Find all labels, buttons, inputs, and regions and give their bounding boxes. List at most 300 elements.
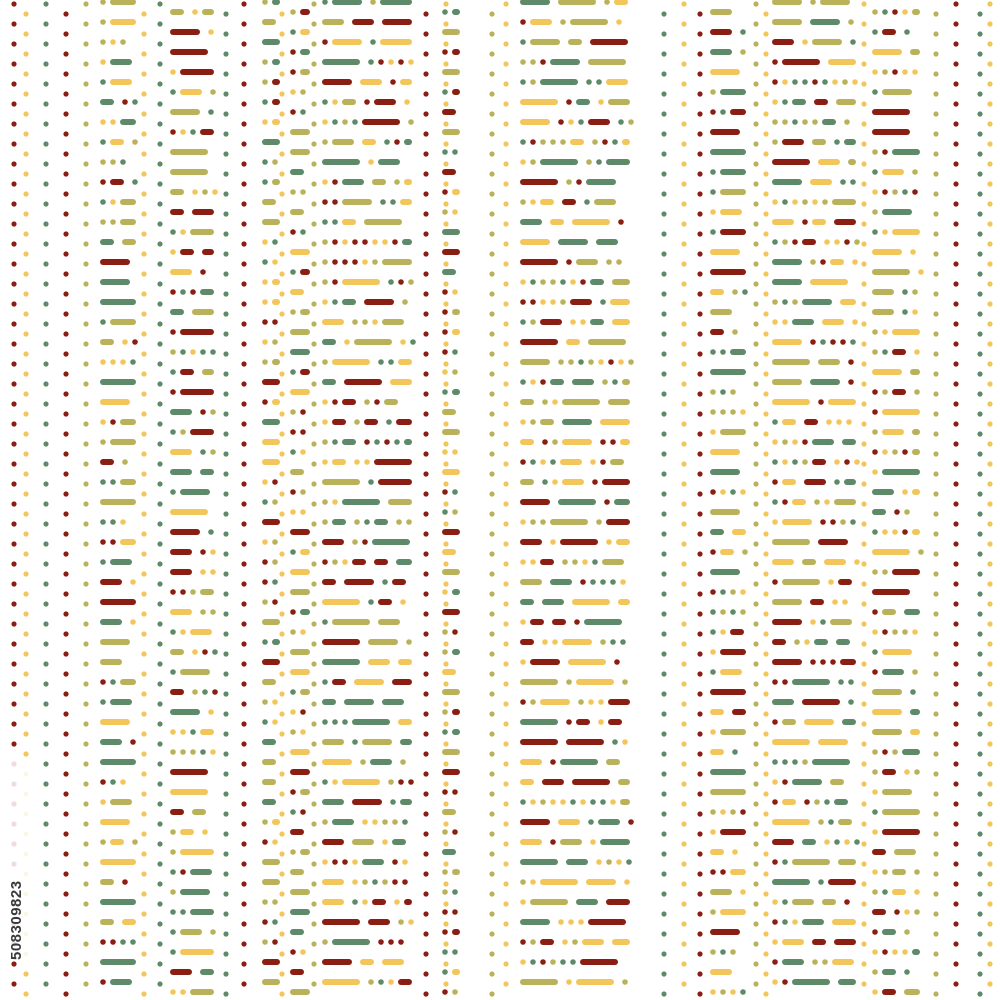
pattern-dash <box>602 559 624 565</box>
pattern-dot <box>753 301 758 306</box>
pattern-dot <box>772 979 778 985</box>
pattern-dot <box>23 311 28 316</box>
pattern-dot <box>933 511 938 516</box>
pattern-dot <box>180 289 186 295</box>
pattern-dash <box>262 779 276 785</box>
pattern-dot <box>861 721 866 726</box>
pattern-dot <box>550 299 556 305</box>
pattern-dot <box>661 211 666 216</box>
pattern-dot <box>933 891 938 896</box>
pattern-dot <box>443 381 448 386</box>
pattern-dot <box>503 81 508 86</box>
pattern-dot <box>933 611 938 616</box>
pattern-dot <box>697 231 702 236</box>
pattern-dot <box>489 511 494 516</box>
pattern-dot <box>443 601 448 606</box>
pattern-dot <box>812 199 818 205</box>
pattern-dot <box>279 831 284 836</box>
pattern-dot <box>452 949 458 955</box>
pattern-dot <box>279 171 284 176</box>
pattern-dash <box>368 919 390 925</box>
pattern-dash <box>882 469 920 475</box>
pattern-dot <box>322 199 328 205</box>
pattern-dash <box>832 199 856 205</box>
pattern-dash <box>834 939 856 945</box>
pattern-dash <box>542 599 564 605</box>
pattern-dot <box>953 241 958 246</box>
pattern-dot <box>352 319 358 325</box>
pattern-dash <box>180 949 214 955</box>
pattern-dot <box>763 791 768 796</box>
pattern-dash <box>170 769 208 775</box>
pattern-dash <box>576 99 590 105</box>
pattern-dot <box>820 519 826 525</box>
pattern-dot <box>977 191 982 196</box>
pattern-dot <box>977 131 982 136</box>
pattern-dot <box>311 801 316 806</box>
pattern-dot <box>792 919 798 925</box>
pattern-dot <box>861 901 866 906</box>
pattern-dot <box>423 291 428 296</box>
pattern-dot <box>170 869 176 875</box>
pattern-dash <box>322 599 360 605</box>
pattern-dot <box>83 641 88 646</box>
pattern-dot <box>910 249 916 255</box>
pattern-dot <box>223 171 228 176</box>
pattern-dot <box>661 31 666 36</box>
pattern-dot <box>311 381 316 386</box>
pattern-dot <box>279 111 284 116</box>
pattern-dot <box>661 51 666 56</box>
pattern-dash <box>710 449 740 455</box>
pattern-dot <box>844 459 850 465</box>
pattern-dot <box>262 699 268 705</box>
pattern-dot <box>210 349 216 355</box>
pattern-dot <box>170 749 176 755</box>
pattern-dot <box>423 491 428 496</box>
pattern-dot <box>241 501 246 506</box>
pattern-dot <box>311 461 316 466</box>
pattern-dash <box>388 499 412 505</box>
pattern-dot <box>290 789 296 795</box>
pattern-dash <box>100 619 122 625</box>
pattern-dot <box>987 401 992 406</box>
pattern-dot <box>904 929 910 935</box>
pattern-dot <box>681 321 686 326</box>
pattern-dot <box>578 919 584 925</box>
pattern-dot <box>861 681 866 686</box>
pattern-dash <box>562 399 600 405</box>
pattern-dot <box>63 11 68 16</box>
pattern-dash <box>622 379 630 385</box>
pattern-dash <box>300 9 310 15</box>
pattern-dot <box>977 111 982 116</box>
pattern-dot <box>792 459 798 465</box>
pattern-dot <box>11 401 16 406</box>
pattern-dot <box>933 751 938 756</box>
pattern-dot <box>892 629 898 635</box>
pattern-dot <box>200 609 206 615</box>
pattern-dash <box>110 439 136 445</box>
pattern-dot <box>43 601 48 606</box>
pattern-dot <box>987 241 992 246</box>
pattern-dot <box>977 31 982 36</box>
pattern-dot <box>697 831 702 836</box>
pattern-dot <box>141 891 146 896</box>
pattern-dot <box>977 831 982 836</box>
pattern-dot <box>157 161 162 166</box>
pattern-dot <box>443 261 448 266</box>
pattern-dash <box>882 789 912 795</box>
pattern-dot <box>681 881 686 886</box>
pattern-dot <box>100 319 106 325</box>
pattern-dash <box>540 939 554 945</box>
pattern-dot <box>681 221 686 226</box>
pattern-dot <box>141 391 146 396</box>
pattern-dot <box>763 111 768 116</box>
pattern-dash <box>442 529 460 535</box>
pattern-dot <box>141 251 146 256</box>
pattern-dot <box>83 281 88 286</box>
pattern-dot <box>814 799 820 805</box>
pattern-dash <box>374 519 388 525</box>
pattern-dot <box>192 649 198 655</box>
pattern-dot <box>763 511 768 516</box>
pattern-dot <box>987 1 992 6</box>
pattern-dot <box>311 141 316 146</box>
pattern-dot <box>558 119 564 125</box>
pattern-dot <box>100 39 106 45</box>
pattern-dot <box>364 399 370 405</box>
pattern-dash <box>602 479 630 485</box>
pattern-dash <box>398 659 412 665</box>
pattern-dash <box>122 239 136 245</box>
pattern-dot <box>697 711 702 716</box>
pattern-dot <box>530 79 536 85</box>
pattern-dot <box>157 781 162 786</box>
pattern-dash <box>100 239 114 245</box>
pattern-dash <box>262 879 280 885</box>
pattern-dot <box>43 441 48 446</box>
pattern-dot <box>157 41 162 46</box>
pattern-dot <box>763 951 768 956</box>
pattern-dash <box>374 99 396 105</box>
pattern-dot <box>23 551 28 556</box>
pattern-dot <box>910 689 916 695</box>
pattern-dot <box>489 51 494 56</box>
pattern-dot <box>43 501 48 506</box>
pattern-dash <box>262 519 280 525</box>
pattern-dot <box>530 459 536 465</box>
pattern-dot <box>550 459 556 465</box>
pattern-dot <box>372 259 378 265</box>
pattern-dot <box>279 371 284 376</box>
pattern-dot <box>588 699 594 705</box>
pattern-dot <box>43 901 48 906</box>
pattern-dash <box>904 989 920 995</box>
pattern-dot <box>354 519 360 525</box>
pattern-dot <box>279 51 284 56</box>
pattern-dash <box>566 739 604 745</box>
pattern-dot <box>63 531 68 536</box>
pattern-dot <box>861 101 866 106</box>
pattern-dot <box>661 891 666 896</box>
pattern-dot <box>442 589 448 595</box>
pattern-dot <box>63 711 68 716</box>
pattern-dash <box>600 839 630 845</box>
pattern-dot <box>443 181 448 186</box>
pattern-dot <box>311 241 316 246</box>
pattern-dot <box>423 31 428 36</box>
pattern-dot <box>311 201 316 206</box>
pattern-dot <box>11 301 16 306</box>
pattern-dash <box>772 159 810 165</box>
pattern-dash <box>100 959 136 965</box>
pattern-dash <box>170 269 192 275</box>
pattern-dot <box>443 761 448 766</box>
pattern-dot <box>489 271 494 276</box>
pattern-dash <box>772 819 810 825</box>
pattern-dot <box>443 441 448 446</box>
pattern-dot <box>11 321 16 326</box>
pattern-dot <box>753 881 758 886</box>
pattern-dot <box>503 721 508 726</box>
pattern-dash <box>520 839 542 845</box>
pattern-dot <box>661 951 666 956</box>
pattern-dot <box>763 451 768 456</box>
pattern-dash <box>772 879 810 885</box>
pattern-dot <box>933 851 938 856</box>
pattern-dot <box>392 859 398 865</box>
pattern-dot <box>987 801 992 806</box>
pattern-dot <box>830 519 836 525</box>
pattern-dash <box>120 419 136 425</box>
pattern-dot <box>290 109 296 115</box>
pattern-dot <box>157 961 162 966</box>
pattern-dot <box>43 921 48 926</box>
pattern-dot <box>442 729 448 735</box>
pattern-dot <box>43 961 48 966</box>
pattern-dot <box>697 431 702 436</box>
pattern-dot <box>11 961 16 966</box>
pattern-dot <box>170 929 176 935</box>
pattern-dot <box>503 581 508 586</box>
pattern-dot <box>772 519 778 525</box>
pattern-dash <box>802 559 816 565</box>
pattern-dot <box>141 31 146 36</box>
pattern-dot <box>772 859 778 865</box>
pattern-dash <box>710 569 740 575</box>
pattern-dot <box>100 159 106 165</box>
pattern-dot <box>977 211 982 216</box>
pattern-dash <box>520 219 542 225</box>
pattern-dot <box>23 111 28 116</box>
pattern-dot <box>279 871 284 876</box>
pattern-dot <box>322 0 328 5</box>
pattern-dash <box>566 339 580 345</box>
pattern-dot <box>141 411 146 416</box>
pattern-dot <box>681 541 686 546</box>
pattern-dot <box>43 161 48 166</box>
pattern-dash <box>362 139 376 145</box>
pattern-dot <box>861 641 866 646</box>
pattern-dot <box>872 9 878 15</box>
pattern-dot <box>200 349 206 355</box>
pattern-dot <box>763 31 768 36</box>
pattern-dot <box>272 499 278 505</box>
pattern-dot <box>100 979 106 985</box>
pattern-dot <box>740 589 746 595</box>
pattern-dot <box>362 239 368 245</box>
pattern-dot <box>763 751 768 756</box>
pattern-dot <box>354 459 360 465</box>
pattern-dot <box>763 551 768 556</box>
pattern-dot <box>818 879 824 885</box>
pattern-dot <box>141 751 146 756</box>
pattern-dash <box>882 669 904 675</box>
pattern-dot <box>342 119 348 125</box>
pattern-dash <box>620 439 630 445</box>
pattern-dot <box>977 911 982 916</box>
pattern-dash <box>598 819 620 825</box>
pattern-dot <box>520 19 526 25</box>
pattern-dash <box>342 179 364 185</box>
pattern-dot <box>697 811 702 816</box>
pattern-dot <box>241 941 246 946</box>
pattern-dot <box>210 749 216 755</box>
pattern-dot <box>322 679 328 685</box>
pattern-dash <box>838 819 852 825</box>
pattern-dash <box>342 399 356 405</box>
pattern-dash <box>772 279 802 285</box>
pattern-dot <box>772 299 778 305</box>
pattern-dot <box>322 239 328 245</box>
pattern-dot <box>223 11 228 16</box>
pattern-dash <box>584 619 622 625</box>
pattern-dash <box>170 689 184 695</box>
pattern-dash <box>730 109 746 115</box>
pattern-dot <box>782 759 788 765</box>
pattern-dash <box>382 319 404 325</box>
pattern-dash <box>190 909 214 915</box>
pattern-dot <box>953 681 958 686</box>
pattern-dot <box>681 361 686 366</box>
pattern-dash <box>110 699 132 705</box>
pattern-dot <box>43 581 48 586</box>
pattern-dot <box>443 641 448 646</box>
pattern-dot <box>590 459 596 465</box>
pattern-dot <box>374 439 380 445</box>
pattern-dash <box>262 19 276 25</box>
pattern-dot <box>987 281 992 286</box>
pattern-dash <box>710 509 740 515</box>
pattern-dot <box>953 881 958 886</box>
pattern-dot <box>661 191 666 196</box>
pattern-dot <box>141 731 146 736</box>
pattern-dash <box>202 369 214 375</box>
pattern-dot <box>489 771 494 776</box>
pattern-dot <box>987 61 992 66</box>
pattern-dot <box>262 299 268 305</box>
pattern-dot <box>697 571 702 576</box>
pattern-dash <box>290 749 310 755</box>
pattern-dot <box>661 971 666 976</box>
pattern-dot <box>977 551 982 556</box>
pattern-dot <box>23 451 28 456</box>
pattern-dash <box>290 389 310 395</box>
pattern-dot <box>279 411 284 416</box>
pattern-dot <box>200 549 206 555</box>
pattern-dot <box>352 539 358 545</box>
pattern-dot <box>902 529 908 535</box>
pattern-dot <box>443 661 448 666</box>
pattern-dot <box>987 341 992 346</box>
pattern-dash <box>848 159 856 165</box>
pattern-dot <box>170 489 176 495</box>
pattern-dot <box>953 521 958 526</box>
pattern-dash <box>322 919 360 925</box>
pattern-dot <box>848 379 854 385</box>
pattern-dot <box>388 359 394 365</box>
pattern-dot <box>802 459 808 465</box>
pattern-dot <box>763 11 768 16</box>
pattern-dot <box>782 119 788 125</box>
pattern-dot <box>861 961 866 966</box>
pattern-dot <box>987 781 992 786</box>
pattern-dot <box>290 449 296 455</box>
pattern-dot <box>390 799 396 805</box>
pattern-dash <box>100 859 136 865</box>
pattern-dot <box>408 119 414 125</box>
pattern-dot <box>933 51 938 56</box>
pattern-dot <box>740 609 746 615</box>
pattern-dash <box>590 39 628 45</box>
pattern-dash <box>520 579 542 585</box>
pattern-dot <box>120 39 126 45</box>
pattern-dot <box>697 51 702 56</box>
pattern-dot <box>520 279 526 285</box>
pattern-dot <box>11 361 16 366</box>
pattern-dash <box>520 499 550 505</box>
pattern-dot <box>443 841 448 846</box>
pattern-dot <box>262 839 268 845</box>
pattern-dot <box>352 859 358 865</box>
pattern-dot <box>241 81 246 86</box>
pattern-dot <box>977 771 982 776</box>
pattern-dot <box>300 729 306 735</box>
pattern-dot <box>63 931 68 936</box>
pattern-dot <box>710 989 716 995</box>
pattern-dot <box>720 629 726 635</box>
pattern-dot <box>442 909 448 915</box>
pattern-dash <box>362 859 384 865</box>
pattern-dot <box>382 879 388 885</box>
pattern-dot <box>223 871 228 876</box>
pattern-dot <box>753 201 758 206</box>
pattern-dash <box>520 759 542 765</box>
pattern-dot <box>322 459 328 465</box>
pattern-dash <box>352 19 374 25</box>
pattern-dot <box>681 901 686 906</box>
pattern-dot <box>987 421 992 426</box>
pattern-dot <box>83 981 88 986</box>
pattern-dot <box>23 711 28 716</box>
pattern-dash <box>442 689 460 695</box>
pattern-dash <box>892 349 906 355</box>
pattern-dash <box>772 559 794 565</box>
pattern-dot <box>904 29 910 35</box>
pattern-dash <box>804 479 826 485</box>
